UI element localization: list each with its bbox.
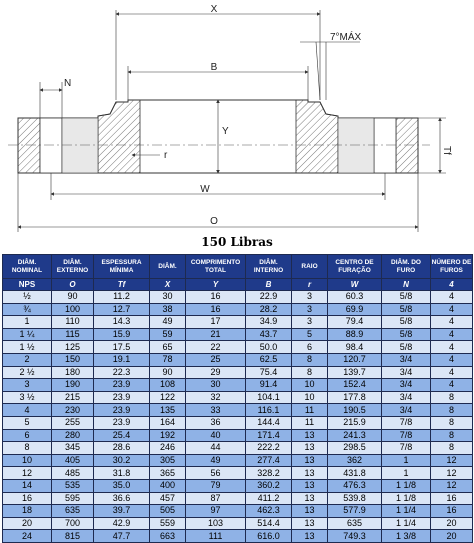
section-left-hatch	[98, 100, 140, 173]
table-row	[3, 303, 473, 316]
table-cell: 23.9	[94, 379, 150, 392]
table-cell: 462.3	[246, 505, 292, 518]
table-row	[3, 467, 473, 480]
table-cell: 3	[3, 379, 52, 392]
table-cell: 559	[150, 517, 186, 530]
table-cell: 635	[328, 517, 382, 530]
table-row	[3, 404, 473, 417]
dim-n	[40, 82, 62, 118]
table-cell: 19.1	[94, 353, 150, 366]
table-cell: 10	[292, 391, 328, 404]
table-cell: 5	[292, 328, 328, 341]
column-header: DIÂM. INTERNO	[246, 255, 292, 279]
table-cell: 180	[52, 366, 94, 379]
table-cell: 476.3	[328, 479, 382, 492]
table-cell: 13	[292, 429, 328, 442]
column-symbol: NPS	[3, 279, 52, 291]
table-cell: 14.3	[94, 316, 150, 329]
table-cell: 12	[431, 479, 473, 492]
table-cell: 3/4	[382, 379, 431, 392]
table-cell: 3	[292, 316, 328, 329]
table-cell: 139.7	[328, 366, 382, 379]
column-header: ESPESSURA MÍNIMA	[94, 255, 150, 279]
table-cell: 1 1/8	[382, 492, 431, 505]
table-cell: 4	[3, 404, 52, 417]
table-cell: 5/8	[382, 303, 431, 316]
table-cell: 8	[3, 442, 52, 455]
table-cell: 28.2	[246, 303, 292, 316]
column-symbol: r	[292, 279, 328, 291]
table-cell: 120.7	[328, 353, 382, 366]
table-cell: 25	[186, 353, 246, 366]
table-cell: 190	[52, 379, 94, 392]
table-row	[3, 328, 473, 341]
table-cell: 505	[150, 505, 186, 518]
table-cell: 577.9	[328, 505, 382, 518]
table-cell: 44	[186, 442, 246, 455]
table-cell: 8	[431, 404, 473, 417]
table-row	[3, 379, 473, 392]
table-cell: 36	[186, 416, 246, 429]
column-symbol: Y	[186, 279, 246, 291]
table-cell: 32	[186, 391, 246, 404]
table-cell: 360.2	[246, 479, 292, 492]
table-cell: 6	[3, 429, 52, 442]
table-cell: 22.9	[246, 291, 292, 304]
table-cell: 79	[186, 479, 246, 492]
table-cell: 635	[52, 505, 94, 518]
flange-drawing	[0, 0, 474, 236]
table-row	[3, 517, 473, 530]
table-cell: 457	[150, 492, 186, 505]
table-cell: 164	[150, 416, 186, 429]
table-cell: 87	[186, 492, 246, 505]
table-cell: 535	[52, 479, 94, 492]
table-cell: 3	[292, 303, 328, 316]
dim-angle	[300, 42, 360, 100]
table-cell: 20	[431, 530, 473, 543]
table-cell: 16	[186, 303, 246, 316]
table-cell: 595	[52, 492, 94, 505]
table-cell: ½	[3, 291, 52, 304]
table-cell: 49	[186, 454, 246, 467]
table-cell: 16	[431, 505, 473, 518]
table-cell: 5/8	[382, 291, 431, 304]
table-cell: 7/8	[382, 442, 431, 455]
table-cell: 4	[431, 379, 473, 392]
table-cell: 116.1	[246, 404, 292, 417]
section-left-outer-hatch	[18, 118, 40, 173]
table-row	[3, 353, 473, 366]
table-cell: 15.9	[94, 328, 150, 341]
table-cell: 12	[3, 467, 52, 480]
table-cell: 49	[150, 316, 186, 329]
table-cell: 700	[52, 517, 94, 530]
table-cell: 539.8	[328, 492, 382, 505]
table-cell: 280	[52, 429, 94, 442]
table-cell: 616.0	[246, 530, 292, 543]
table-cell: 47.7	[94, 530, 150, 543]
table-cell: 171.4	[246, 429, 292, 442]
table-cell: 62.5	[246, 353, 292, 366]
table-cell: 23.9	[94, 404, 150, 417]
table-cell: 23.9	[94, 391, 150, 404]
table-cell: 13	[292, 530, 328, 543]
table-cell: 90	[52, 291, 94, 304]
header-symbols-row	[3, 279, 473, 291]
table-cell: 3/4	[382, 404, 431, 417]
table-row	[3, 492, 473, 505]
table-cell: 104.1	[246, 391, 292, 404]
table-title: 150 Libras	[201, 235, 273, 249]
table-cell: 144.4	[246, 416, 292, 429]
table-cell: 90	[150, 366, 186, 379]
table-cell: 60.3	[328, 291, 382, 304]
bore-face-left	[62, 118, 98, 173]
table-cell: 17.5	[94, 341, 150, 354]
column-symbol: 4	[431, 279, 473, 291]
table-row	[3, 291, 473, 304]
table-cell: 16	[186, 291, 246, 304]
table-cell: 10	[292, 379, 328, 392]
table-cell: 405	[52, 454, 94, 467]
table-cell: 514.4	[246, 517, 292, 530]
label-angle: 7°MÁX	[330, 32, 362, 43]
table-cell: 108	[150, 379, 186, 392]
table-cell: 8	[431, 442, 473, 455]
table-row	[3, 391, 473, 404]
table-cell: 328.2	[246, 467, 292, 480]
table-cell: 36.6	[94, 492, 150, 505]
table-row	[3, 479, 473, 492]
table-cell: 177.8	[328, 391, 382, 404]
table-cell: 8	[292, 366, 328, 379]
label-w: W	[200, 184, 210, 195]
table-cell: 7/8	[382, 429, 431, 442]
table-row	[3, 416, 473, 429]
table-cell: 13	[292, 505, 328, 518]
table-cell: 69.9	[328, 303, 382, 316]
table-cell: 11	[292, 404, 328, 417]
dim-x	[116, 10, 320, 100]
table-row	[3, 316, 473, 329]
table-cell: 22.3	[94, 366, 150, 379]
table-cell: 749.3	[328, 530, 382, 543]
table-cell: 6	[292, 341, 328, 354]
table-cell: 298.5	[328, 442, 382, 455]
table-cell: 135	[150, 404, 186, 417]
table-cell: 125	[52, 341, 94, 354]
table-cell: 11	[292, 416, 328, 429]
table-cell: 115	[52, 328, 94, 341]
table-cell: 4	[431, 366, 473, 379]
table-cell: 400	[150, 479, 186, 492]
table-cell: 3 ½	[3, 391, 52, 404]
table-cell: 1	[382, 454, 431, 467]
table-cell: 22	[186, 341, 246, 354]
section-right-outer-hatch	[396, 118, 418, 173]
table-cell: 110	[52, 316, 94, 329]
table-cell: 246	[150, 442, 186, 455]
table-cell: 10	[3, 454, 52, 467]
table-cell: 2 ½	[3, 366, 52, 379]
table-cell: 365	[150, 467, 186, 480]
table-cell: 33	[186, 404, 246, 417]
column-symbol: N	[382, 279, 431, 291]
table-cell: 4	[431, 303, 473, 316]
table-cell: 17	[186, 316, 246, 329]
table-cell: 20	[431, 517, 473, 530]
table-cell: 1	[3, 316, 52, 329]
table-cell: 5	[3, 416, 52, 429]
bolt-hole-left	[40, 118, 62, 173]
table-cell: 40	[186, 429, 246, 442]
column-header: DIÂM. EXTERNO	[52, 255, 94, 279]
table-cell: 277.4	[246, 454, 292, 467]
table-cell: 1 ½	[3, 341, 52, 354]
table-cell: 24	[3, 530, 52, 543]
table-cell: 91.4	[246, 379, 292, 392]
table-cell: 5/8	[382, 341, 431, 354]
table-cell: 13	[292, 454, 328, 467]
table-cell: 38	[150, 303, 186, 316]
table-cell: 362	[328, 454, 382, 467]
table-cell: 4	[431, 328, 473, 341]
table-cell: 100	[52, 303, 94, 316]
table-cell: 8	[292, 353, 328, 366]
label-o: O	[210, 216, 218, 227]
table-cell: 75.4	[246, 366, 292, 379]
table-cell: 31.8	[94, 467, 150, 480]
table-cell: 150	[52, 353, 94, 366]
table-cell: 43.7	[246, 328, 292, 341]
table-cell: 88.9	[328, 328, 382, 341]
table-row	[3, 530, 473, 543]
table-cell: 192	[150, 429, 186, 442]
table-cell: 79.4	[328, 316, 382, 329]
table-cell: 1	[382, 467, 431, 480]
table-cell: 14	[3, 479, 52, 492]
table-cell: 3	[292, 291, 328, 304]
table-cell: 65	[150, 341, 186, 354]
table-row	[3, 505, 473, 518]
table-cell: 23.9	[94, 416, 150, 429]
table-cell: 2	[3, 353, 52, 366]
table-body	[3, 291, 473, 543]
table-cell: 30.2	[94, 454, 150, 467]
table-cell: 34.9	[246, 316, 292, 329]
table-cell: 97	[186, 505, 246, 518]
column-symbol: O	[52, 279, 94, 291]
table-cell: 663	[150, 530, 186, 543]
table-cell: 305	[150, 454, 186, 467]
table-cell: 39.7	[94, 505, 150, 518]
table-row	[3, 454, 473, 467]
table-cell: 103	[186, 517, 246, 530]
table-cell: 255	[52, 416, 94, 429]
table-cell: 13	[292, 467, 328, 480]
table-cell: 122	[150, 391, 186, 404]
table-cell: 3/4	[382, 353, 431, 366]
dim-o	[18, 173, 418, 232]
column-header: DIÂM. DO FURO	[382, 255, 431, 279]
table-cell: 56	[186, 467, 246, 480]
table-cell: 25.4	[94, 429, 150, 442]
table-cell: 11.2	[94, 291, 150, 304]
column-symbol: X	[150, 279, 186, 291]
table-cell: 12	[431, 454, 473, 467]
table-cell: 3/4	[382, 366, 431, 379]
table-cell: 1 3/8	[382, 530, 431, 543]
table-cell: 30	[150, 291, 186, 304]
column-header: COMPRIMENTO TOTAL	[186, 255, 246, 279]
table-cell: 13	[292, 479, 328, 492]
table-cell: 35.0	[94, 479, 150, 492]
table-cell: ¾	[3, 303, 52, 316]
column-header: DIÂM. NOMINAL	[3, 255, 52, 279]
label-x: X	[210, 4, 218, 15]
flange-dimension-table	[2, 254, 473, 543]
table-cell: 1 1/8	[382, 479, 431, 492]
table-cell: 4	[431, 341, 473, 354]
table-cell: 4	[431, 353, 473, 366]
table-cell: 222.2	[246, 442, 292, 455]
table-cell: 815	[52, 530, 94, 543]
table-cell: 12.7	[94, 303, 150, 316]
label-tf: Tf	[441, 146, 452, 155]
table-cell: 12	[431, 467, 473, 480]
table-row	[3, 442, 473, 455]
label-y: Y	[222, 126, 229, 137]
table-cell: 485	[52, 467, 94, 480]
label-b: B	[210, 62, 218, 73]
table-cell: 345	[52, 442, 94, 455]
table-cell: 4	[431, 291, 473, 304]
column-header: RAIO	[292, 255, 328, 279]
table-cell: 16	[3, 492, 52, 505]
dim-b	[128, 66, 308, 100]
table-cell: 111	[186, 530, 246, 543]
table-cell: 28.6	[94, 442, 150, 455]
header-labels-row	[3, 255, 473, 279]
table-cell: 215.9	[328, 416, 382, 429]
label-n: N	[64, 78, 72, 89]
table-cell: 16	[431, 492, 473, 505]
table-cell: 190.5	[328, 404, 382, 417]
table-cell: 3/4	[382, 391, 431, 404]
table-cell: 1 1/4	[382, 505, 431, 518]
table-cell: 20	[3, 517, 52, 530]
column-header: NÚMERO DE FUROS	[431, 255, 473, 279]
table-cell: 13	[292, 492, 328, 505]
table-cell: 152.4	[328, 379, 382, 392]
table-cell: 230	[52, 404, 94, 417]
column-header: DIÂM.	[150, 255, 186, 279]
table-cell: 8	[431, 429, 473, 442]
table-cell: 13	[292, 442, 328, 455]
table-cell: 431.8	[328, 467, 382, 480]
table-cell: 21	[186, 328, 246, 341]
column-symbol: B	[246, 279, 292, 291]
column-symbol: W	[328, 279, 382, 291]
table-cell: 42.9	[94, 517, 150, 530]
table-cell: 7/8	[382, 416, 431, 429]
table-row	[3, 429, 473, 442]
table-cell: 13	[292, 517, 328, 530]
column-symbol: Tf	[94, 279, 150, 291]
table-cell: 59	[150, 328, 186, 341]
table-cell: 4	[431, 316, 473, 329]
table-cell: 1 ¼	[3, 328, 52, 341]
table-cell: 50.0	[246, 341, 292, 354]
table-row	[3, 341, 473, 354]
table-cell: 5/8	[382, 316, 431, 329]
bolt-hole-right	[374, 118, 396, 173]
table-row	[3, 366, 473, 379]
table-cell: 241.3	[328, 429, 382, 442]
table-cell: 1 1/4	[382, 517, 431, 530]
column-header: CENTRO DE FURAÇÃO	[328, 255, 382, 279]
table-cell: 411.2	[246, 492, 292, 505]
table-cell: 8	[431, 416, 473, 429]
bore-face-right	[338, 118, 374, 173]
table-cell: 5/8	[382, 328, 431, 341]
table-cell: 98.4	[328, 341, 382, 354]
label-r: r	[164, 150, 168, 161]
table-cell: 30	[186, 379, 246, 392]
table-cell: 78	[150, 353, 186, 366]
table-cell: 8	[431, 391, 473, 404]
table-cell: 29	[186, 366, 246, 379]
table-cell: 215	[52, 391, 94, 404]
section-right-hatch	[296, 100, 338, 173]
dim-w	[51, 173, 385, 200]
table-cell: 18	[3, 505, 52, 518]
